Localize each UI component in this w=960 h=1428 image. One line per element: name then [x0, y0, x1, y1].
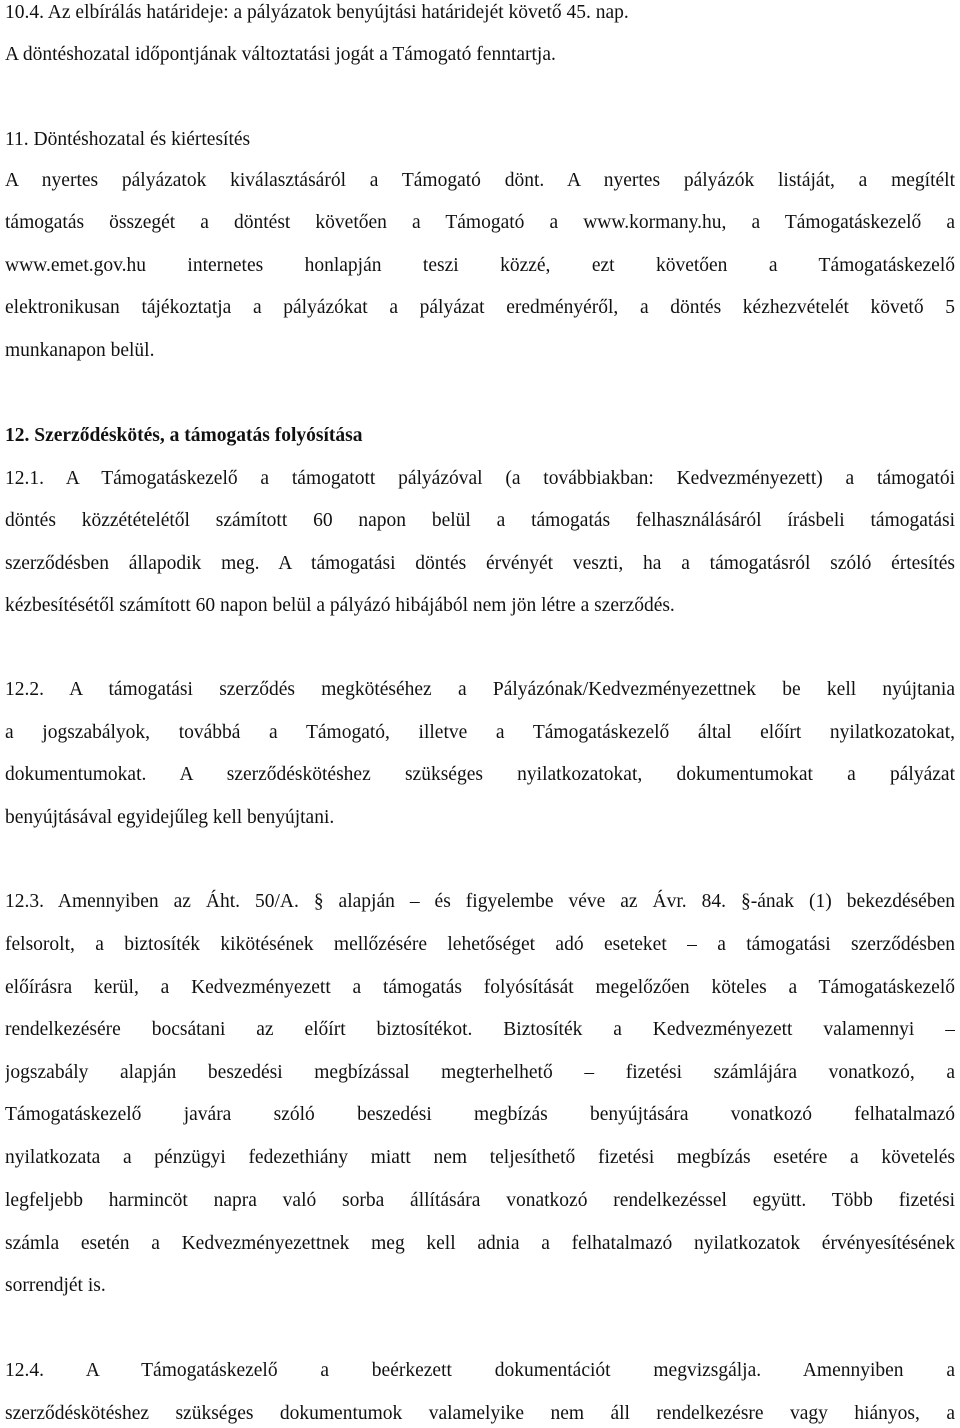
- text-line: Támogatáskezelő javára szóló beszedési megbízás benyújtására vonatkozó felhatalmazó: [5, 1104, 955, 1125]
- text-line: a jogszabályok, továbbá a Támogató, illetve a Támogatáskezelő által előírt nyilatkozatokat,: [5, 722, 955, 743]
- text-line: jogszabály alapján beszedési megbízással megterhelhető – fizetési számlájára vonatkozó, a: [5, 1062, 955, 1083]
- text-line: számla esetén a Kedvezményezettnek meg kell adnia a felhatalmazó nyilatkozatok érvényesítésének: [5, 1233, 955, 1254]
- text-line: felsorolt, a biztosíték kikötésének mellőzésére lehetőséget adó eseteket – a támogatási szerződésben: [5, 934, 955, 955]
- text-line: nyilatkozata a pénzügyi fedezethiány miatt nem teljesíthető fizetési megbízás esetére a követelés: [5, 1147, 955, 1168]
- text-line: elektronikusan tájékoztatja a pályázókat a pályázat eredményéről, a döntés kézhezvételét követő 5: [5, 297, 955, 318]
- section-heading: 12. Szerződéskötés, a támogatás folyósítása: [5, 425, 363, 446]
- text-line: sorrendjét is.: [5, 1275, 106, 1296]
- text-line: rendelkezésére bocsátani az előírt biztosítékot. Biztosíték a Kedvezményezett valamennyi –: [5, 1019, 955, 1040]
- text-line: szerződéskötéshez szükséges dokumentumok valamelyike nem áll rendelkezésre vagy hiányos, a: [5, 1403, 955, 1424]
- text-line: szerződésben állapodik meg. A támogatási döntés érvényét veszti, ha a támogatásról szóló értesítés: [5, 553, 955, 574]
- text-line: 12.1. A Támogatáskezelő a támogatott pályázóval (a továbbiakban: Kedvezményezett) a támogatói: [5, 468, 955, 489]
- text-line: www.emet.gov.hu internetes honlapján teszi közzé, ezt követően a Támogatáskezelő: [5, 255, 955, 276]
- text-line: döntés közzétételétől számított 60 napon belül a támogatás felhasználásáról írásbeli támogatási: [5, 510, 955, 531]
- text-line: támogatás összegét a döntést követően a Támogató a www.kormany.hu, a Támogatáskezelő a: [5, 212, 955, 233]
- section-heading: 11. Döntéshozatal és kiértesítés: [5, 129, 251, 150]
- text-line: A döntéshozatal időpontjának változtatási jogát a Támogató fenntartja.: [5, 44, 556, 65]
- text-line: munkanapon belül.: [5, 340, 155, 361]
- text-line: előírásra kerül, a Kedvezményezett a támogatás folyósítását megelőzően köteles a Támogatáskezelő: [5, 977, 955, 998]
- text-line: kézbesítésétől számított 60 napon belül a pályázó hibájából nem jön létre a szerződés.: [5, 595, 675, 616]
- text-line: 12.4. A Támogatáskezelő a beérkezett dokumentációt megvizsgálja. Amennyiben a: [5, 1360, 955, 1381]
- text-line: benyújtásával egyidejűleg kell benyújtani.: [5, 807, 335, 828]
- text-line: 10.4. Az elbírálás határideje: a pályázatok benyújtási határidejét követő 45. nap.: [5, 2, 629, 23]
- text-line: 12.3. Amennyiben az Áht. 50/A. § alapján – és figyelembe véve az Ávr. 84. §-ának (1) bekezdésében: [5, 891, 955, 912]
- text-line: A nyertes pályázatok kiválasztásáról a Támogató dönt. A nyertes pályázók listáját, a megítélt: [5, 170, 955, 191]
- text-line: 12.2. A támogatási szerződés megkötéséhez a Pályázónak/Kedvezményezettnek be kell nyújtania: [5, 679, 955, 700]
- text-line: legfeljebb harmincöt napra való sorba állítására vonatkozó rendelkezéssel együtt. Több fizetési: [5, 1190, 955, 1211]
- text-line: dokumentumokat. A szerződéskötéshez szükséges nyilatkozatokat, dokumentumokat a pályázat: [5, 764, 955, 785]
